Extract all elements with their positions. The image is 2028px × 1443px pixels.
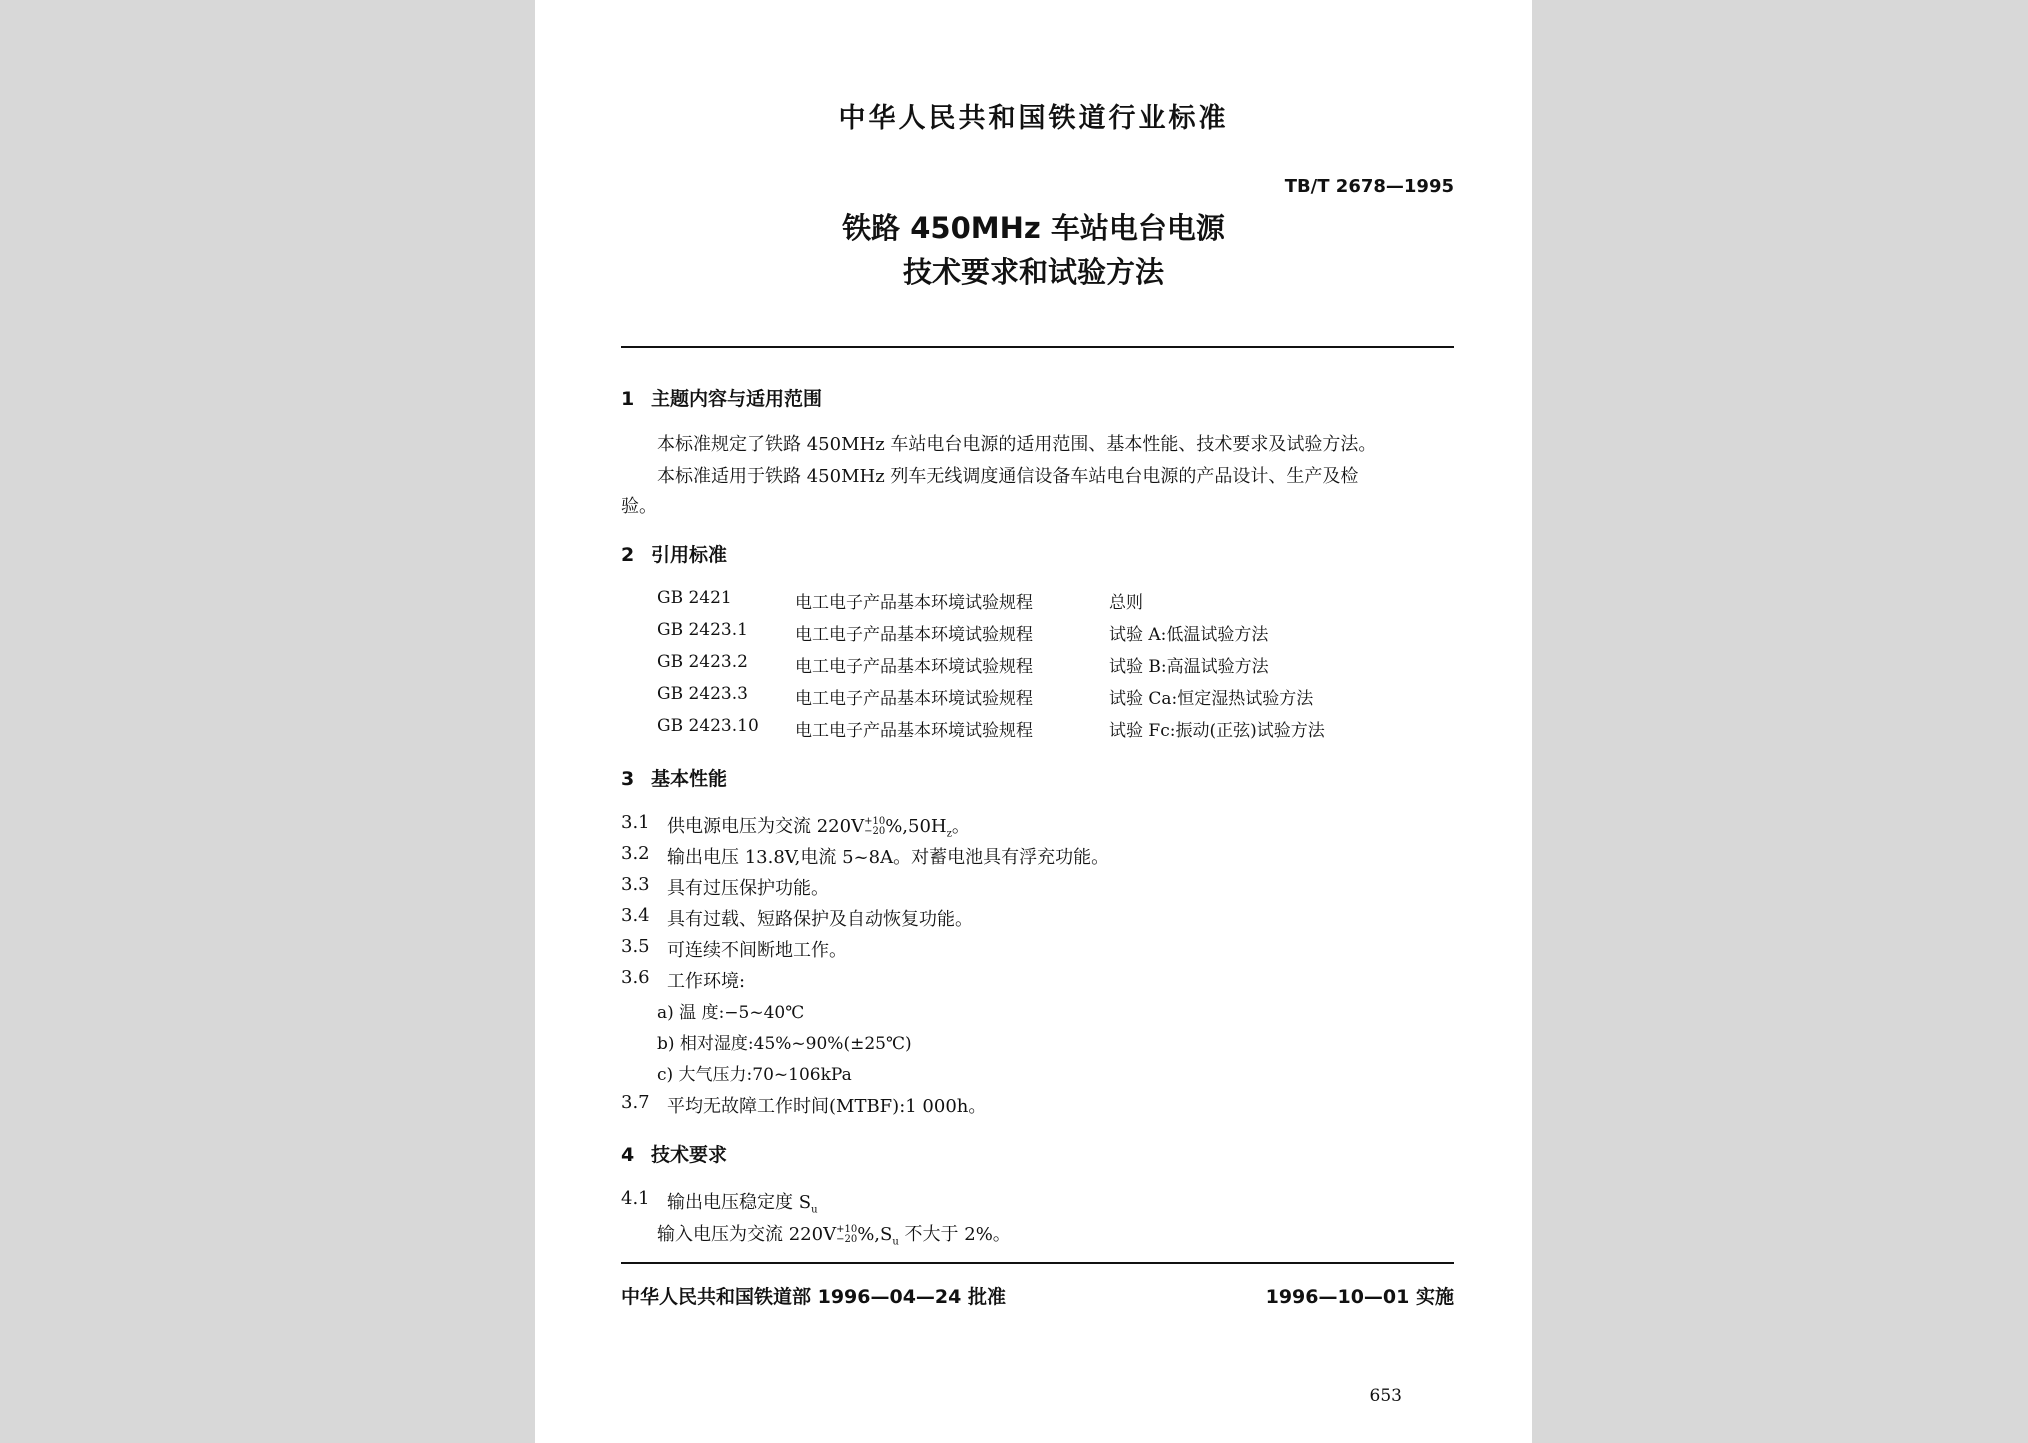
footer-divider: [621, 1262, 1454, 1264]
section-2-heading: [621, 540, 727, 567]
tolerance-upper: +10: [836, 1224, 858, 1235]
section-title: 基本性能: [651, 768, 728, 790]
subscript: u: [811, 1204, 818, 1216]
item-text-part: 供电源电压为交流 220V: [667, 816, 865, 837]
para-part: 不大于 2%。: [898, 1224, 1011, 1245]
subscript: u: [892, 1236, 899, 1248]
ref-name: 电工电子产品基本环境试验规程: [795, 593, 1033, 613]
item-text: 具有过载、短路保护及自动恢复功能。: [667, 909, 973, 930]
item-number: 3.7: [621, 1092, 650, 1113]
issuing-organization: 中华人民共和国铁道行业标准: [838, 103, 1229, 134]
item-text: [667, 812, 970, 840]
item-number: 3.4: [621, 905, 650, 926]
tolerance-lower: −20: [836, 1234, 858, 1245]
ref-part: 试验 B:高温试验方法: [1109, 657, 1269, 677]
section-1-paragraph-1: 本标准规定了铁路 450MHz 车站电台电源的适用范围、基本性能、技术要求及试验方法。: [657, 434, 1377, 455]
item-text: 工作环境:: [667, 971, 746, 992]
item-text: 可连续不间断地工作。: [667, 940, 847, 961]
section-title: 技术要求: [651, 1144, 728, 1166]
para-part: %,S: [857, 1224, 893, 1245]
section-number: 4: [621, 1144, 635, 1166]
ref-code: GB 2423.2: [657, 652, 748, 672]
ref-name: 电工电子产品基本环境试验规程: [795, 625, 1033, 645]
env-condition-pressure: c) 大气压力:70~106kPa: [657, 1065, 852, 1085]
item-text: 具有过压保护功能。: [667, 878, 829, 899]
item-number: 3.6: [621, 967, 650, 988]
item-number: 3.3: [621, 874, 650, 895]
approval-statement: 中华人民共和国铁道部 1996—04—24 批准: [621, 1286, 1006, 1308]
ref-name: 电工电子产品基本环境试验规程: [795, 657, 1033, 677]
ref-code: GB 2423.3: [657, 684, 748, 704]
item-text: 输出电压 13.8V,电流 5~8A。对蓄电池具有浮充功能。: [667, 847, 1110, 868]
para-part: 输入电压为交流 220V: [657, 1224, 837, 1245]
env-condition-temperature: a) 温 度:−5~40℃: [657, 1003, 805, 1023]
ref-name: 电工电子产品基本环境试验规程: [795, 721, 1033, 741]
document-title-line2: 技术要求和试验方法: [902, 255, 1164, 289]
env-condition-humidity: b) 相对湿度:45%~90%(±25℃): [657, 1034, 912, 1054]
subscript: z: [946, 828, 952, 840]
ref-name: 电工电子产品基本环境试验规程: [795, 689, 1033, 709]
document-page: [535, 0, 1532, 1443]
item-number: 4.1: [621, 1188, 650, 1209]
ref-code: GB 2421: [657, 588, 732, 608]
section-title: 主题内容与适用范围: [651, 388, 823, 410]
section-1-paragraph-2-cont: 验。: [621, 496, 657, 517]
ref-code: GB 2423.10: [657, 716, 759, 736]
section-1-heading: [621, 384, 822, 411]
section-title: 引用标准: [651, 544, 728, 566]
ref-part: 试验 Ca:恒定湿热试验方法: [1109, 689, 1314, 709]
item-number: 3.1: [621, 812, 650, 833]
tolerance-stack: [836, 1225, 857, 1245]
ref-part: 总则: [1109, 593, 1143, 613]
item-text: [667, 1188, 818, 1216]
item-text-part: 输出电压稳定度 S: [667, 1192, 812, 1213]
header-divider: [621, 346, 1454, 348]
item-number: 3.5: [621, 936, 650, 957]
tolerance-lower: −20: [864, 826, 886, 837]
section-4-heading: [621, 1140, 727, 1167]
tolerance-upper: +10: [864, 816, 886, 827]
document-title-line1: 铁路 450MHz 车站电台电源: [842, 211, 1225, 245]
ref-part: 试验 Fc:振动(正弦)试验方法: [1109, 721, 1325, 741]
item-number: 3.2: [621, 843, 650, 864]
standard-code: TB/T 2678—1995: [1284, 176, 1454, 197]
item-text: 平均无故障工作时间(MTBF):1 000h。: [667, 1096, 987, 1117]
item-text-part: 。: [951, 816, 970, 837]
effective-date: 1996—10—01 实施: [1265, 1286, 1454, 1308]
section-number: 1: [621, 388, 635, 410]
item-text-part: %,50H: [885, 816, 947, 837]
tolerance-stack: [864, 817, 885, 837]
section-number: 2: [621, 544, 635, 566]
ref-part: 试验 A:低温试验方法: [1109, 625, 1269, 645]
section-1-paragraph-2: 本标准适用于铁路 450MHz 列车无线调度通信设备车站电台电源的产品设计、生产及检: [657, 466, 1359, 487]
section-3-heading: [621, 764, 727, 791]
page-number: 653: [1369, 1386, 1402, 1406]
section-number: 3: [621, 768, 635, 790]
ref-code: GB 2423.1: [657, 620, 748, 640]
section-4-paragraph: [657, 1220, 1011, 1248]
